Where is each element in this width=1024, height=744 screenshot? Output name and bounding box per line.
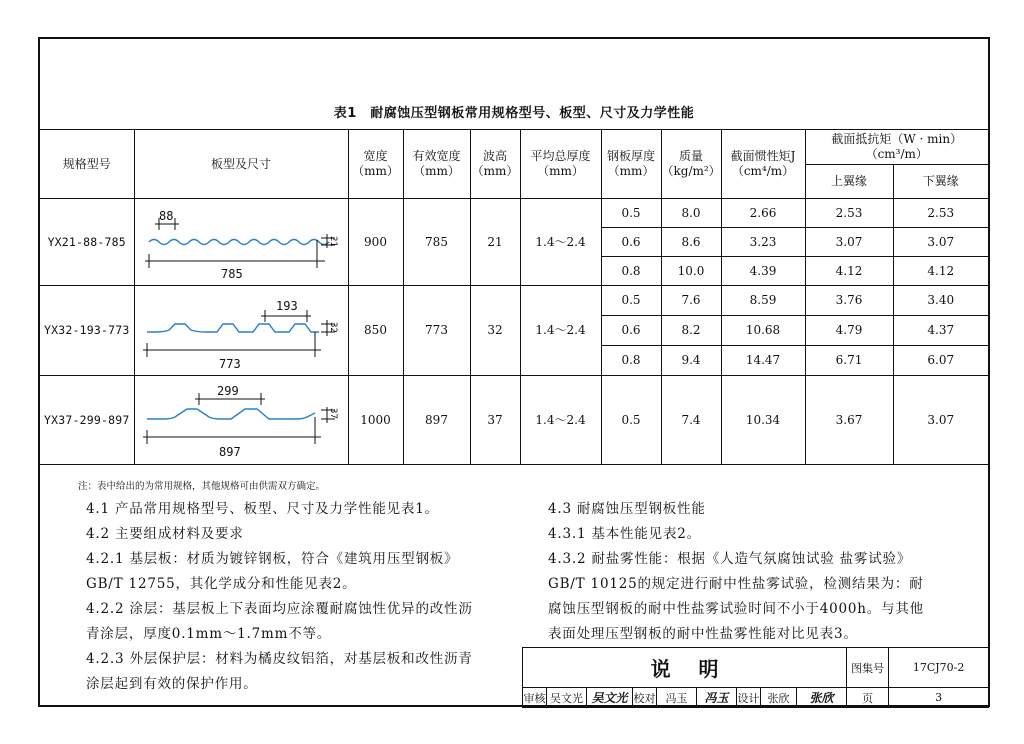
dim-height: 37 [328, 408, 338, 419]
effective-width-cell: 897 [403, 376, 470, 465]
upper-flange-cell: 3.67 [805, 376, 893, 465]
inertia-cell: 4.39 [721, 257, 805, 286]
dim-top: 299 [217, 384, 239, 398]
mass-cell: 7.4 [661, 376, 721, 465]
upper-flange-cell: 4.79 [805, 316, 893, 346]
header-wave-height: 波高 （mm） [470, 130, 520, 199]
drawing-frame [38, 37, 990, 707]
page-label: 页 [847, 688, 889, 708]
width-cell: 850 [348, 286, 403, 376]
mass-cell: 7.6 [661, 286, 721, 316]
header-lower-flange: 下翼缘 [893, 165, 988, 199]
dim-bottom: 773 [219, 356, 241, 371]
header-avg-thickness: 平均总厚度 （mm） [520, 130, 601, 199]
dim-top: 88 [159, 209, 174, 223]
avg-thickness-cell: 1.4～2.4 [520, 199, 601, 286]
reviewer-name: 吴文光 [547, 688, 587, 708]
lower-flange-cell: 6.07 [893, 346, 988, 376]
inertia-cell: 10.68 [721, 316, 805, 346]
inertia-cell: 3.23 [721, 228, 805, 257]
atlas-label: 图集号 [847, 648, 889, 688]
thickness-cell: 0.5 [601, 286, 661, 316]
wave-height-cell: 21 [470, 199, 520, 286]
right-text-column [548, 497, 924, 647]
model-cell: YX32-193-773 [40, 286, 134, 376]
header-model: 规格型号 [40, 130, 134, 199]
dim-height: 21 [328, 236, 338, 247]
lower-flange-cell: 3.40 [893, 286, 988, 316]
header-inertia: 截面惯性矩J （cm⁴/m） [721, 130, 805, 199]
lower-flange-cell: 3.07 [893, 228, 988, 257]
effective-width-cell: 773 [403, 286, 470, 376]
reviewer-signature: 吴文光 [587, 688, 633, 708]
inertia-cell: 2.66 [721, 199, 805, 228]
inertia-cell: 10.34 [721, 376, 805, 465]
header-profile: 板型及尺寸 [134, 130, 348, 199]
inertia-cell: 8.59 [721, 286, 805, 316]
mass-cell: 8.2 [661, 316, 721, 346]
review-label: 审核 [523, 688, 547, 708]
header-steel-thickness: 钢板厚度 （mm） [601, 130, 661, 199]
mass-cell: 8.6 [661, 228, 721, 257]
width-cell: 1000 [348, 376, 403, 465]
page-number: 3 [889, 688, 989, 708]
text-line: 腐蚀压型钢板的耐中性盐雾试验时间不小于4000h。与其他 [548, 601, 924, 617]
title-block [522, 647, 989, 708]
text-line: 4.2 主要组成材料及要求 [86, 526, 244, 542]
table-note: 注：表中给出的为常用规格，其他规格可由供需双方确定。 [78, 481, 326, 492]
text-line: GB/T 12755，其化学成分和性能见表2。 [86, 576, 357, 592]
checker-signature: 冯玉 [697, 688, 737, 708]
text-line: 4.3.2 耐盐雾性能：根据《人造气氛腐蚀试验 盐雾试验》 [548, 551, 912, 567]
design-label: 设计 [737, 688, 761, 708]
dim-bottom: 897 [219, 445, 241, 459]
lower-flange-cell: 3.07 [893, 376, 988, 465]
text-line: 4.1 产品常用规格型号、板型、尺寸及力学性能见表1。 [86, 501, 439, 517]
atlas-number: 17CJ70-2 [889, 648, 989, 688]
avg-thickness-cell: 1.4～2.4 [520, 376, 601, 465]
mass-cell: 10.0 [661, 257, 721, 286]
upper-flange-cell: 3.07 [805, 228, 893, 257]
upper-flange-cell: 6.71 [805, 346, 893, 376]
designer-signature: 张欣 [797, 688, 847, 708]
designer-name: 张欣 [761, 688, 797, 708]
thickness-cell: 0.6 [601, 228, 661, 257]
profile-drawing [134, 286, 348, 376]
header-mass: 质量 （kg/m²） [661, 130, 721, 199]
wave-height-cell: 37 [470, 376, 520, 465]
model-cell: YX37-299-897 [40, 376, 134, 465]
thickness-cell: 0.5 [601, 376, 661, 465]
profile-drawing [134, 376, 348, 465]
text-line: 涂层起到有效的保护作用。 [86, 676, 258, 692]
thickness-cell: 0.8 [601, 346, 661, 376]
upper-flange-cell: 4.12 [805, 257, 893, 286]
effective-width-cell: 785 [403, 199, 470, 286]
text-line: 4.3 耐腐蚀压型钢板性能 [548, 501, 706, 517]
text-line: 4.2.2 涂层：基层板上下表面均应涂覆耐腐蚀性优异的改性沥 [86, 601, 473, 617]
wave-profile-icon [135, 200, 347, 284]
inertia-cell: 14.47 [721, 346, 805, 376]
mass-cell: 9.4 [661, 346, 721, 376]
header-upper-flange: 上翼缘 [805, 165, 893, 199]
text-line: 4.3.1 基本性能见表2。 [548, 526, 701, 542]
table-row [40, 286, 988, 316]
dim-bottom: 785 [221, 267, 243, 281]
upper-flange-cell: 2.53 [805, 199, 893, 228]
lower-flange-cell: 4.37 [893, 316, 988, 346]
table-title: 表1 耐腐蚀压型钢板常用规格型号、板型、尺寸及力学性能 [333, 106, 695, 121]
width-cell: 900 [348, 199, 403, 286]
upper-flange-cell: 3.76 [805, 286, 893, 316]
text-line: 4.2.3 外层保护层：材料为橘皮纹铝箔，对基层板和改性沥青 [86, 651, 473, 667]
sheet-title: 说明 [523, 648, 847, 688]
thickness-cell: 0.5 [601, 199, 661, 228]
checker-name: 冯玉 [657, 688, 697, 708]
thickness-cell: 0.6 [601, 316, 661, 346]
model-cell: YX21-88-785 [40, 199, 134, 286]
text-line: 4.2.1 基层板：材质为镀锌钢板，符合《建筑用压型钢板》 [86, 551, 459, 567]
thickness-cell: 0.8 [601, 257, 661, 286]
text-line: 表面处理压型钢板的耐中性盐雾性能对比见表3。 [548, 626, 858, 642]
left-text-column [86, 497, 473, 697]
check-label: 校对 [633, 688, 657, 708]
header-width: 宽度 （mm） [348, 130, 403, 199]
header-modulus: 截面抵抗矩（W · min） （cm³/m） [805, 130, 988, 165]
header-effective-width: 有效宽度 （mm） [403, 130, 470, 199]
trapezoid-profile-icon [135, 288, 347, 374]
table-row [40, 376, 988, 465]
dim-height: 32 [328, 321, 338, 333]
mass-cell: 8.0 [661, 199, 721, 228]
dim-top: 193 [276, 298, 298, 313]
avg-thickness-cell: 1.4～2.4 [520, 286, 601, 376]
table-row [40, 199, 988, 228]
text-line: GB/T 10125的规定进行耐中性盐雾试验，检测结果为：耐 [548, 576, 924, 592]
text-line: 青涂层，厚度0.1mm～1.7mm不等。 [86, 626, 332, 642]
lower-flange-cell: 2.53 [893, 199, 988, 228]
profile-drawing [134, 199, 348, 286]
spec-table [40, 129, 988, 465]
lower-flange-cell: 4.12 [893, 257, 988, 286]
trapezoid-profile-icon [135, 377, 347, 463]
wave-height-cell: 32 [470, 286, 520, 376]
